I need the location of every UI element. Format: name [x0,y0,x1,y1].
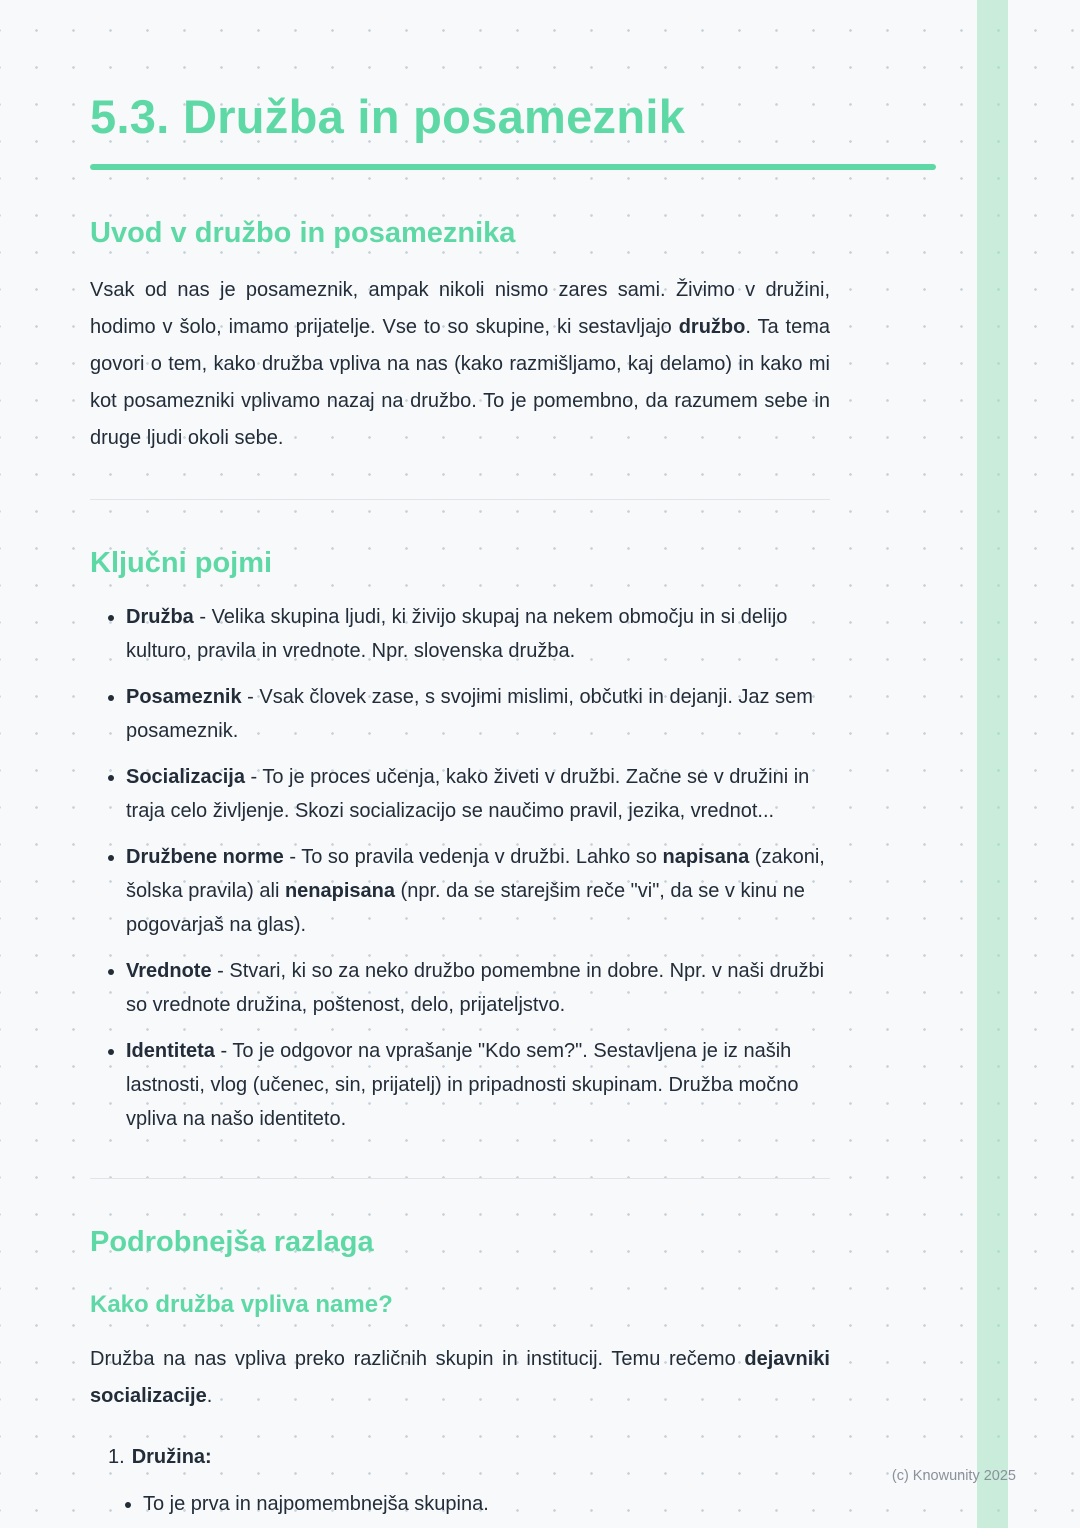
document-content [90,0,936,1519]
section-divider [90,1178,830,1179]
intro-paragraph: Vsak od nas je posameznik, ampak nikoli nismo zares sami. Živimo v družini, hodimo v šolo, imamo prijatelje. Vse to so skupine, ki sestavljajo družbo. Ta tema govori o tem, kako družba vpliva na nas (kako razmišljamo, kaj delamo) in kako mi kot posamezniki vplivamo nazaj na družbo. To je pomembno, da razumem sebe in druge ljudi okoli sebe. [90,279,830,449]
right-accent-stripe [977,0,1008,1528]
list-item: • To je prva in najpomembnejša skupina. [143,1489,832,1519]
title-underline [90,164,936,170]
list-item-druzbene-norme: • Družbene norme - To so pravila vedenja v družbi. Lahko so napisana (zakoni, šolska pravila) ali nenapisana (npr. da se starejšim reče "vi", da se v kinu ne pogovarjaš na glas). [126,840,832,942]
item-label: Družina: [131,1446,212,1468]
list-item-druzba: • Družba - Velika skupina ljudi, ki živijo skupaj na nekem območju in si delijo kulturo, pravila in vrednote. Npr. slovenska družba. [126,600,832,668]
list-item-identiteta: • Identiteta - To je odgovor na vprašanje "Kdo sem?". Sestavljena je iz naših lastnosti, vlog (učenec, sin, prijatelj) in pripadnosti skupinam. Družba močno vpliva na našo identiteto. [126,1034,832,1136]
list-item-vrednote: • Vrednote - Stvari, ki so za neko družbo pomembne in dobre. Npr. v naši družbi so vrednote družina, poštenost, delo, prijateljstvo. [126,954,832,1022]
section-divider [90,499,830,500]
section-heading-key-terms: Ključni pojmi [90,547,273,579]
section-key-terms [90,546,936,1136]
page-title: 5.3. Družba in posameznik [90,90,686,143]
section-heading-detail: Podrobnejša razlaga [90,1226,374,1258]
detail-paragraph: Družba na nas vpliva preko različnih skupin in institucij. Temu rečemo dejavniki socializacije. [90,1348,830,1407]
section-heading-intro: Uvod v družbo in posameznika [90,217,516,249]
numbered-item-druzina [90,1439,936,1475]
list-item-socializacija: • Socializacija - To je proces učenja, kako živeti v družbi. Začne se v družini in traja celo življenje. Skozi socializacijo se naučimo pravil, jezika, vrednot... [126,760,832,828]
key-terms-list [90,600,832,1136]
numbered-item-bullets [90,1489,832,1519]
item-number: 1. [108,1446,125,1468]
copyright: (c) Knowunity 2025 [891,1468,1016,1484]
subsection-heading-vpliv: Kako družba vpliva name? [90,1291,393,1318]
list-item-posameznik: • Posameznik - Vsak človek zase, s svojimi mislimi, občutki in dejanji. Jaz sem posameznik. [126,680,832,748]
section-detail [90,1225,936,1519]
section-intro [90,216,936,457]
